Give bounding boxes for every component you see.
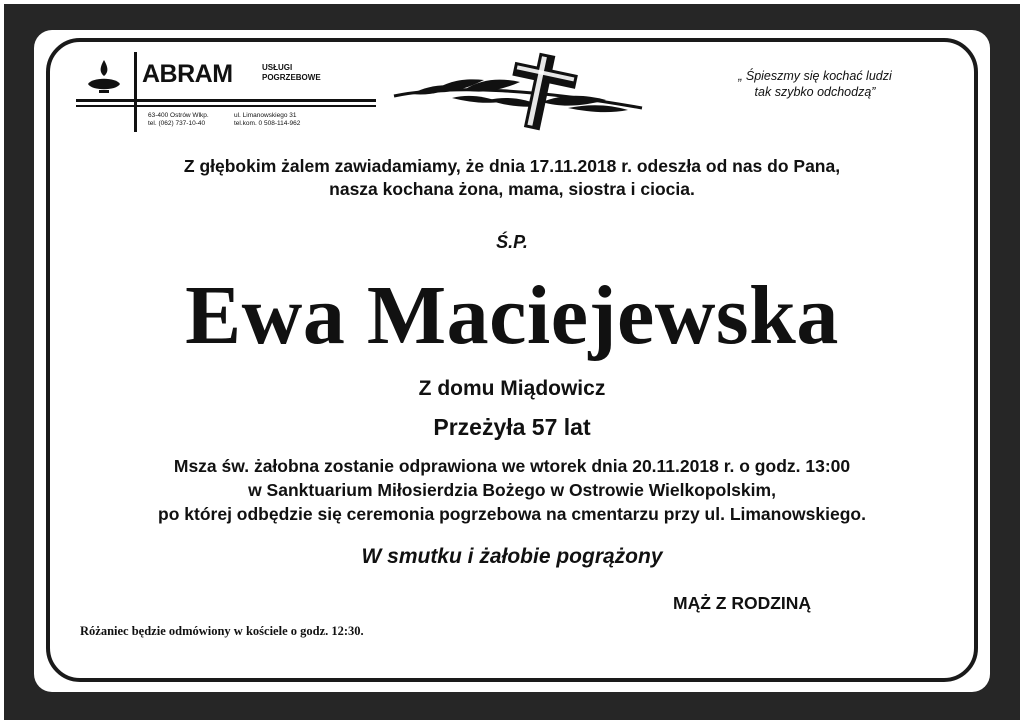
age: Przeżyła 57 lat [433, 414, 591, 440]
family-signature: MĄŻ Z RODZINĄ [673, 593, 812, 613]
address-left: 63-400 Ostrów Wlkp. tel. (062) 737-10-40 [148, 112, 209, 127]
brand-name: ABRAM [142, 60, 233, 88]
rosary-note: Różaniec będzie odmówiony w kościele o godz. 12:30. [80, 624, 364, 638]
funeral-details: Msza św. żałobna zostanie odprawiona we wtorek dnia 20.11.2018 r. o godz. 13:00 w Sanktuarium Miłosierdzia Bożego w Ostrowie Wielkopolskim, po której odbędzie się ceremonia pogrzebowa na cmentarzu przy ul. Limanowskiego. [158, 456, 866, 524]
honorific: Ś.P. [496, 232, 528, 252]
brand-tagline: USŁUGI POGRZEBOWE [262, 63, 321, 82]
funeral-home-logo [76, 52, 396, 132]
cross-with-palm-branch-icon [392, 50, 646, 132]
maiden-name: Z domu Miądowicz [418, 377, 606, 400]
address-right: ul. Limanowskiego 31 tel.kom. 0 508-114-962 [234, 112, 301, 127]
oil-lamp-icon [82, 58, 126, 98]
deceased-name: Ewa Maciejewska [185, 269, 839, 362]
logo-horizontal-rule [76, 99, 376, 102]
logo-vertical-rule [134, 52, 137, 132]
mourning-line: W smutku i żałobie pogrążony [361, 545, 663, 568]
announcement-intro: Z głębokim żalem zawiadamiamy, że dnia 17.11.2018 r. odeszła od nas do Pana, nasza kochana żona, mama, siostra i ciocia. [183, 156, 841, 199]
quote: „ Śpieszmy się kochać ludzi tak szybko odchodzą” [738, 69, 892, 99]
logo-horizontal-rule-thin [76, 105, 376, 107]
